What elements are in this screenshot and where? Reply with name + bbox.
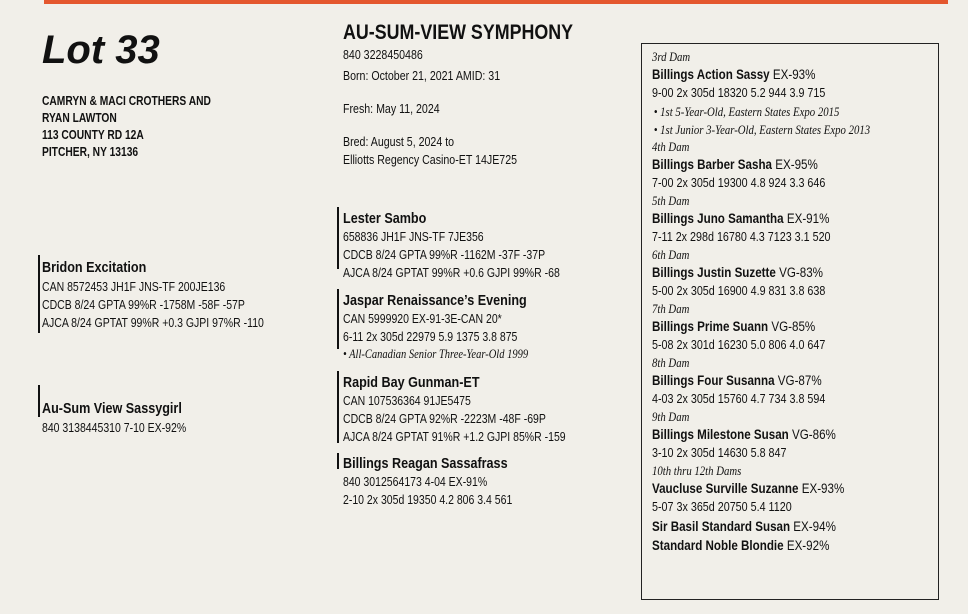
sire-name: Bridon Excitation [42, 259, 147, 276]
sire-line: CDCB 8/24 GPTA 99%R -1758M -58F -57P [42, 298, 245, 312]
dam-name: Sir Basil Standard Susan [652, 519, 791, 534]
dam-record: 7-00 2x 305d 19300 4.8 924 3.3 646 [652, 176, 826, 190]
dam-record: 5-07 3x 365d 20750 5.4 1120 [652, 500, 792, 514]
dam-entry [652, 50, 870, 139]
dam-record: 9-00 2x 305d 18320 5.2 944 3.9 715 [652, 86, 826, 100]
dam-entry [652, 356, 870, 409]
animal-bred: Bred: August 5, 2024 to [343, 135, 455, 149]
dam-generation-label: 5th Dam [652, 194, 690, 208]
sd-name: Jaspar Renaissance’s Evening [343, 292, 527, 309]
dam-generation-label: 10th thru 12th Dams [652, 464, 742, 478]
dd-name: Billings Reagan Sassafrass [343, 455, 508, 472]
ss-name: Lester Sambo [343, 210, 427, 227]
dam-name-line [652, 209, 870, 228]
dam-line: 840 3138445310 7-10 EX-92% [42, 421, 187, 435]
sd-line: CAN 5999920 EX-91-3E-CAN 20* [343, 312, 502, 326]
dd-line: 2-10 2x 305d 19350 4.2 806 3.4 561 [343, 493, 513, 507]
dd-block [343, 454, 545, 509]
consignor-block [42, 93, 248, 161]
dam-name: Billings Justin Suzette [652, 265, 776, 280]
dam-name-line [652, 263, 870, 282]
animal-name: AU-SUM-VIEW SYMPHONY [343, 21, 574, 44]
dam-name: Billings Juno Samantha [652, 211, 784, 226]
ds-line: AJCA 8/24 GPTAT 91%R +1.2 GJPI 85%R -159 [343, 430, 566, 444]
dd-line: 840 3012564173 4-04 EX-91% [343, 475, 488, 489]
dam-record: 5-00 2x 305d 16900 4.9 831 3.8 638 [652, 284, 826, 298]
dam-achievement-note: • 1st 5-Year-Old, Eastern States Expo 2015 [653, 105, 840, 119]
dam-generation-label: 6th Dam [652, 248, 690, 262]
ds-line: CAN 107536364 91JE5475 [343, 394, 471, 408]
sd-note: • All-Canadian Senior Three-Year-Old 1999 [343, 347, 529, 361]
sd-line: 6-11 2x 305d 22979 5.9 1375 3.8 875 [343, 330, 518, 344]
dam-name: Standard Noble Blondie [652, 538, 784, 553]
dam-score: EX-93% [769, 67, 816, 82]
animal-reg: 840 3228450486 [343, 48, 423, 62]
dam-entry [652, 302, 870, 355]
sd-block [343, 291, 563, 363]
pedigree-bar-ds [337, 371, 339, 443]
dam-score: VG-83% [775, 265, 823, 280]
dam-name: Billings Prime Suann [652, 319, 769, 334]
ss-block [343, 209, 601, 282]
ss-line: CDCB 8/24 GPTA 99%R -1162M -37F -37P [343, 248, 546, 262]
sire-block [42, 258, 306, 332]
dam-generation-label: 8th Dam [652, 356, 690, 370]
dam-name: Billings Four Susanna [652, 373, 775, 388]
pedigree-bar-sire [38, 255, 40, 333]
dam-entry [652, 194, 870, 247]
top-accent-bar [44, 0, 948, 4]
ds-name: Rapid Bay Gunman-ET [343, 374, 480, 391]
dam-generation-label: 3rd Dam [652, 50, 691, 64]
dam-entry [652, 410, 870, 463]
dam-name: Billings Milestone Susan [652, 427, 789, 442]
dam-name-line [652, 425, 870, 444]
dam-entry [652, 140, 870, 193]
dam-record: 7-11 2x 298d 16780 4.3 7123 3.1 520 [652, 230, 831, 244]
dam-score: VG-85% [768, 319, 816, 334]
dam-score: EX-94% [790, 519, 836, 534]
dam-generation-label: 9th Dam [652, 410, 690, 424]
dam-name: Billings Action Sassy [652, 67, 770, 82]
dam-score: VG-86% [788, 427, 836, 442]
dam-generation-label: 4th Dam [652, 140, 690, 154]
dam-score: EX-92% [783, 538, 830, 553]
consignor-line: CAMRYN & MACI CROTHERS AND [42, 94, 211, 108]
ss-line: 658836 JH1F JNS-TF 7JE356 [343, 230, 484, 244]
female-family-list [652, 50, 934, 555]
pedigree-bar-dam [38, 385, 40, 417]
dam-name: Au-Sum View Sassygirl [42, 400, 182, 417]
dam-entry [652, 248, 870, 301]
dam-generation-label: 7th Dam [652, 302, 690, 316]
dam-name-line [652, 65, 870, 84]
dam-record: 3-10 2x 305d 14630 5.8 847 [652, 446, 787, 460]
ds-block [343, 373, 608, 446]
dam-name-line [652, 317, 870, 336]
pedigree-bar-ss [337, 207, 339, 269]
dam-achievement-note: • 1st Junior 3-Year-Old, Eastern States Expo 2013 [653, 123, 871, 137]
dam-record: 5-08 2x 301d 16230 5.0 806 4.0 647 [652, 338, 826, 352]
lot-title: Lot 33 [42, 28, 160, 72]
consignor-line: 113 COUNTY RD 12A [42, 128, 144, 142]
dam-name-line [652, 479, 870, 498]
consignor-line: PITCHER, NY 13136 [42, 145, 139, 159]
dam-score: EX-91% [783, 211, 830, 226]
consignor-line: RYAN LAWTON [42, 111, 117, 125]
dam-score: VG-87% [774, 373, 822, 388]
dam-name: Vaucluse Surville Suzanne [652, 481, 799, 496]
animal-born: Born: October 21, 2021 AMID: 31 [343, 69, 501, 83]
animal-header [343, 21, 614, 169]
dam-record: 4-03 2x 305d 15760 4.7 734 3.8 594 [652, 392, 826, 406]
dam-name-line [652, 155, 870, 174]
animal-fresh: Fresh: May 11, 2024 [343, 102, 440, 116]
pedigree-bar-dd [337, 453, 339, 469]
ds-line: CDCB 8/24 GPTA 92%R -2223M -48F -69P [343, 412, 546, 426]
dam-name-line [652, 536, 870, 555]
dam-block [42, 399, 214, 437]
dam-score: EX-93% [798, 481, 845, 496]
ss-line: AJCA 8/24 GPTAT 99%R +0.6 GJPI 99%R -68 [343, 266, 560, 280]
sire-line: CAN 8572453 JH1F JNS-TF 200JE136 [42, 280, 226, 294]
dam-name: Billings Barber Sasha [652, 157, 773, 172]
pedigree-bar-sd [337, 289, 339, 349]
dam-name-line [652, 371, 870, 390]
sire-line: AJCA 8/24 GPTAT 99%R +0.3 GJPI 97%R -110 [42, 316, 264, 330]
dam-score: EX-95% [772, 157, 818, 172]
dam-name-line [652, 517, 870, 536]
animal-bred-sire: Elliotts Regency Casino-ET 14JE725 [343, 153, 518, 167]
